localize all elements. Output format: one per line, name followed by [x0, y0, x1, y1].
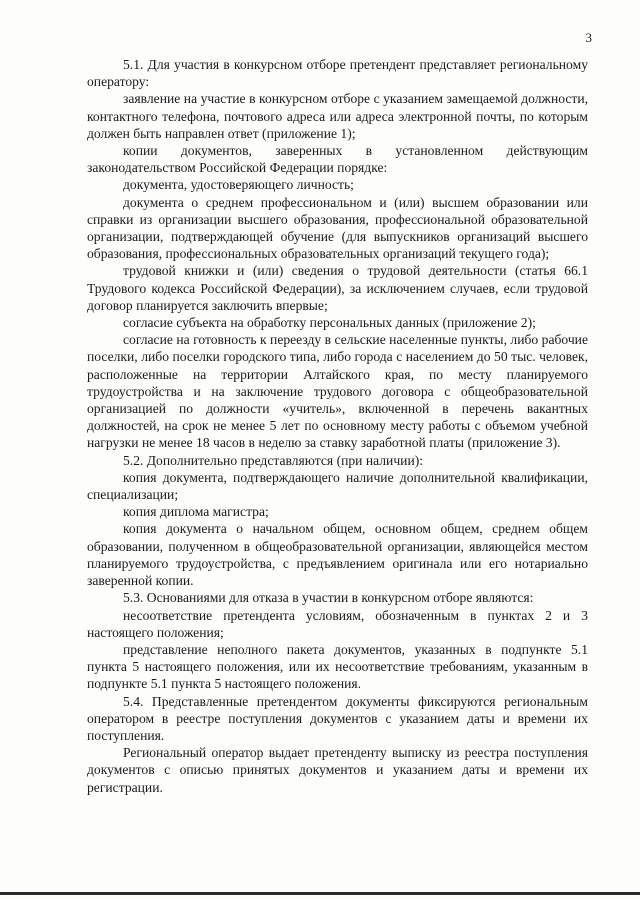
paragraph-5-1-intro: 5.1. Для участия в конкурсном отборе претендент представляет региональному оператору: [87, 57, 588, 90]
paragraph-education-document: документа о среднем профессиональном и (или) высшем образовании или справки из организации высшего образования, профессиональной образовательной организации, подтверждающей обучение (для выпускников организаций высшего образования, профессиональных образовательных организаций текущего года); [87, 194, 588, 262]
paragraph-school-education-copy: копия документа о начальном общем, основном общем, среднем общем образовании, полученном в общеобразовательной организации, являющейся местом планируемого трудоустройства, с предъявлением оригинала или его нотариально заверенной копии. [87, 521, 588, 589]
paragraph-employment-record: трудовой книжки и (или) сведения о трудовой деятельности (статья 66.1 Трудового кодекса Российской Федерации), за исключением случаев, если трудовой договор планируется заключить впервые; [87, 263, 588, 313]
document-body [87, 56, 588, 796]
paragraph-master-diploma-copy: копия диплома магистра; [123, 504, 269, 520]
paragraph-document-copies: копии документов, заверенных в установленном действующим законодательством Российской Федерации порядке: [87, 143, 588, 176]
paragraph-application: заявление на участие в конкурсном отборе с указанием замещаемой должности, контактного телефона, почтового адреса или адреса электронной почты, по которым должен быть направлен ответ (приложение 1); [87, 91, 588, 141]
paragraph-identity-document: документа, удостоверяющего личность; [123, 177, 354, 193]
paragraph-qualification-copy: копия документа, подтверждающего наличие дополнительной квалификации, специализации; [87, 469, 588, 503]
paragraph-registry-extract: Региональный оператор выдает претенденту выписку из реестра поступления документов с описью принятых документов и указанием даты и времени их регистрации. [87, 745, 588, 795]
paragraph-relocation-consent: согласие на готовность к переезду в сельские населенные пункты, либо рабочие поселки, либо поселки городского типа, либо города с населением до 50 тыс. человек, расположенные на территории Алтайского края, по месту планируемого трудоустройства и на заключение трудового договора с общеобразовательной организацией по должности «учитель», включенной в перечень вакантных должностей, на срок не менее 5 лет по основному месту работы с объемом учебной нагрузки не менее 18 часов в неделю за ставку заработной платы (приложение 3). [87, 332, 588, 451]
paragraph-personal-data-consent: согласие субъекта на обработку персональных данных (приложение 2); [123, 315, 536, 331]
page-number: 3 [585, 30, 592, 45]
paragraph-5-4: 5.4. Представленные претендентом документы фиксируются региональным оператором в реестре поступления документов с указанием даты и времени их поступления. [87, 693, 588, 743]
scan-edge-line [0, 892, 640, 895]
paragraph-incomplete-package: представление неполного пакета документов, указанных в подпункте 5.1 пункта 5 настоящего положения, или их несоответствие требованиям, указанным в подпункте 5.1 пункта 5 настоящего положения. [87, 641, 588, 692]
paragraph-5-3-intro: 5.3. Основаниями для отказа в участии в конкурсном отборе являются: [123, 590, 534, 606]
paragraph-5-2-intro: 5.2. Дополнительно представляются (при наличии): [123, 452, 424, 468]
paragraph-nonconformity: несоответствие претендента условиям, обозначенным в пунктах 2 и 3 настоящего положения; [87, 607, 588, 640]
